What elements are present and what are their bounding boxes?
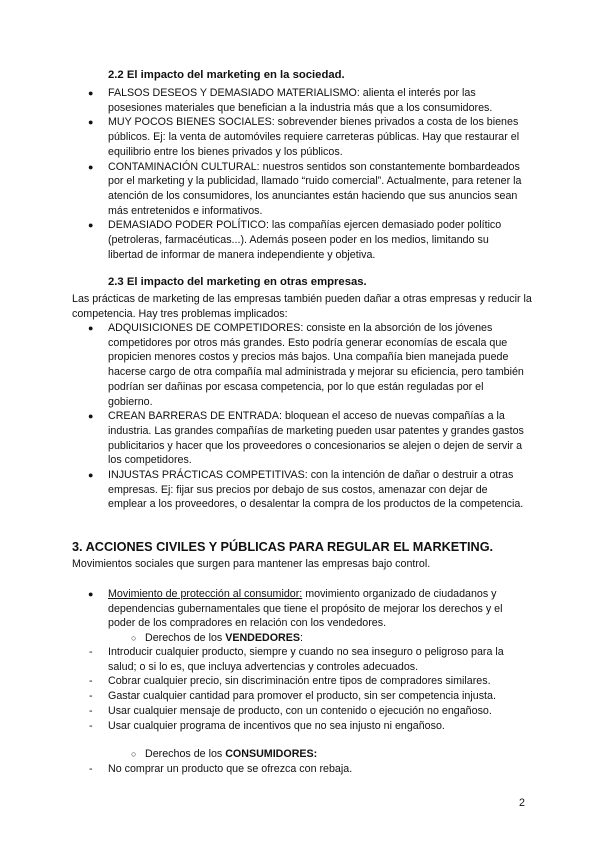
list-item: - Cobrar cualquier precio, sin discriminación entre tipos de compradores similares. <box>89 675 491 688</box>
dash-icon: - <box>89 690 93 703</box>
list-item: ● MUY POCOS BIENES SOCIALES: sobrevender bienes privados a costa de los bienes públicos. Ej: la venta de automóviles requiere carreteras públicas. Hay que restaurar el equilibrio entre los bienes privados y los públicos. <box>88 116 520 158</box>
section-2-3-heading: 2.3 El impacto del marketing en otras empresas. <box>108 276 367 288</box>
seller-rights-list <box>0 645 528 733</box>
section-2-3-list <box>0 321 524 512</box>
consumer-rights-list <box>0 762 528 777</box>
list-item: ● DEMASIADO PODER POLÍTICO: las compañías ejercen demasiado poder político (petroleras, farmacéuticas...). Además poseen poder en los medios, limitando su libertad de informar de manera independiente y objetiva. <box>88 219 502 261</box>
movement-text: movimiento organizado de ciudadanos y dependencias gubernamentales que tiene el propósito de mejorar los derechos y el poder de los compradores en relación con los vendedores. <box>108 588 503 630</box>
bullet-icon: ● <box>88 220 94 231</box>
list-item: - Usar cualquier mensaje de producto, con un contenido o ejecución no engañoso. <box>89 704 492 717</box>
dash-icon: - <box>89 704 93 717</box>
section-2-3-intro: Las prácticas de marketing de las empresas también pueden dañar a otras empresas y reducir la competencia. Hay tres problemas implicados: <box>72 293 532 320</box>
sellers-subheading: ○ Derechos de los VENDEDORES: <box>131 632 304 644</box>
bullet-icon: ● <box>88 117 94 128</box>
dash-icon: - <box>89 646 93 658</box>
dash-icon: - <box>89 675 93 688</box>
section-2-2-heading: 2.2 El impacto del marketing en la sociedad. <box>108 69 345 81</box>
bullet-icon: ● <box>88 589 94 599</box>
circle-bullet-icon: ○ <box>131 749 137 759</box>
section-3-heading: 3. ACCIONES CIVILES Y PÚBLICAS PARA REGULAR EL MARKETING. <box>72 540 494 554</box>
list-item <box>0 587 524 631</box>
consumers-subheading: ○ Derechos de los CONSUMIDORES: <box>131 748 318 760</box>
list-item: ● CREAN BARRERAS DE ENTRADA: bloquean el acceso de nuevas compañías a la industria. Las grandes compañías de marketing pueden usar patentes y grandes gastos publicitarios y hacer que los proveedores o concesionarios se alejen o dejen de servir a los competidores. <box>88 410 524 467</box>
list-item: ● INJUSTAS PRÁCTICAS COMPETITIVAS: con la intención de dañar o destruir a otras empresas. Ej: fijar sus precios por debajo de sus costos, amenazar con dejar de emplear a los proveedores, o desalentar la compra de los productos de la competencia. <box>88 469 524 511</box>
list-item: - Usar cualquier programa de incentivos que no sea injusto ni engañoso. <box>89 719 445 732</box>
list-item: - Gastar cualquier cantidad para promover el producto, sin ser competencia injusta. <box>89 690 496 703</box>
bullet-icon: ● <box>88 411 94 422</box>
section-3-list <box>0 587 524 631</box>
dash-icon: - <box>89 763 93 775</box>
movement-title: Movimiento de protección al consumidor: <box>108 588 303 600</box>
page-number: 2 <box>519 797 525 809</box>
dash-icon: - <box>89 719 93 732</box>
bullet-icon: ● <box>88 323 94 333</box>
bullet-icon: ● <box>88 470 94 481</box>
section-2-2-list <box>0 86 524 262</box>
list-item: ● FALSOS DESEOS Y DEMASIADO MATERIALISMO: alienta el interés por las posesiones materiales que benefician a la industria más que a los consumidores. <box>88 87 493 114</box>
circle-bullet-icon: ○ <box>131 633 137 643</box>
list-item: ● ADQUISICIONES DE COMPETIDORES: consiste en la absorción de los jóvenes competidores por otros más grandes. Esto podría generar economías de escala que propicien menores costos y precios más bajos. Una compañía bien manejada puede hacerse cargo de otra compañía mal administrada y mejorar su eficiencia, pero también podrían ser dañinas por escasa competencia, por lo que están reguladas por el gobierno. <box>88 322 524 408</box>
list-item: - Introducir cualquier producto, siempre y cuando no sea inseguro o peligroso para la salud; o si lo es, que incluya advertencias y controles adecuados. <box>89 646 504 673</box>
section-3-intro: Movimientos sociales que surgen para mantener las empresas bajo control. <box>72 558 431 570</box>
list-item: ● CONTAMINACIÓN CULTURAL: nuestros sentidos son constantemente bombardeados por el marketing y la publicidad, llamado “ruido comercial”. Actualmente, para retener la atención de los consumidores, los anunciantes están haciendo que sus anuncios sean más entretenidos e informativos. <box>88 160 522 217</box>
bullet-icon: ● <box>88 88 94 98</box>
list-item: - No comprar un producto que se ofrezca con rebaja. <box>89 763 353 775</box>
bullet-icon: ● <box>88 161 94 172</box>
